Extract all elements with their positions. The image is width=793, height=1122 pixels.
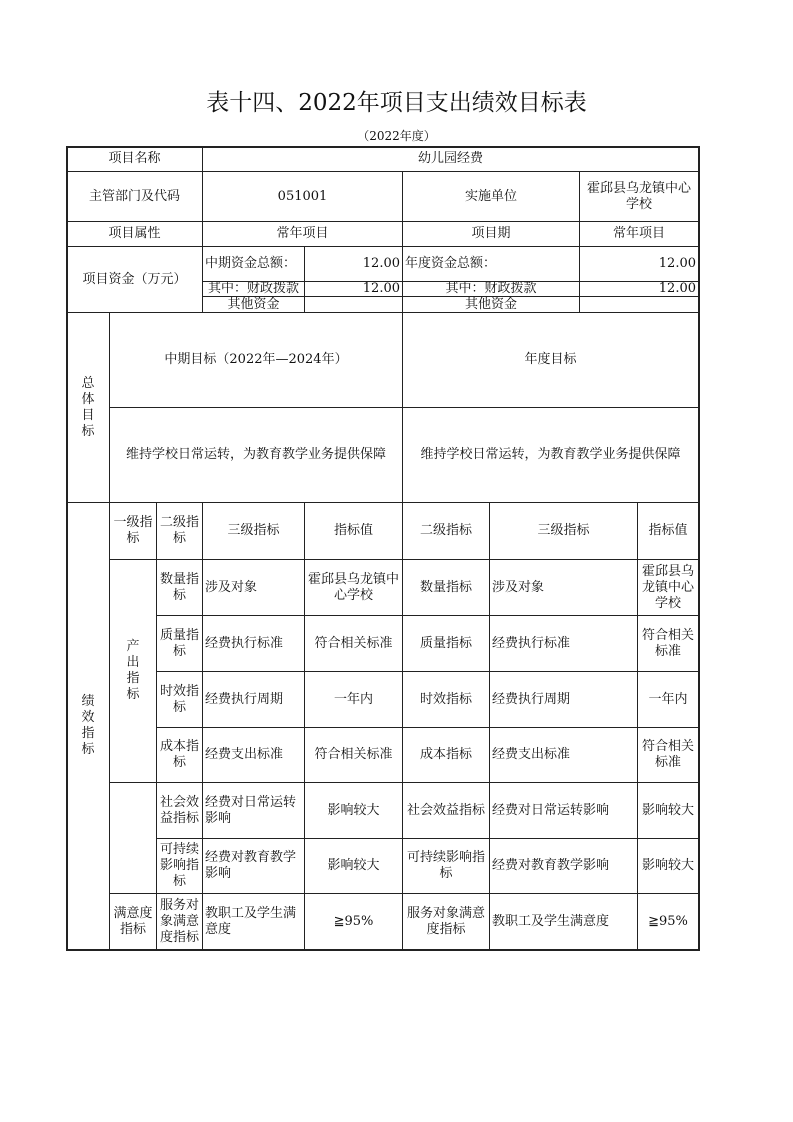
annual-indicator-level2: 可持续影响指标: [402, 838, 490, 894]
page-subtitle: （2022年度）: [357, 129, 436, 143]
indicator-level3: 经费对教育教学影响: [202, 838, 305, 894]
label-dept: 主管部门及代码: [66, 171, 203, 222]
label-mid-total: 中期资金总额：: [202, 246, 305, 282]
value-mid-fiscal: 12.00: [304, 281, 403, 297]
header-annual-goal: 年度目标: [402, 312, 699, 408]
label-mid-fiscal: 其中：财政拨款: [202, 281, 305, 297]
annual-indicator-level3: 经费支出标准: [489, 727, 638, 783]
indicator-level3: 经费对日常运转影响: [202, 782, 305, 839]
indicator-header: 二级指标: [156, 502, 203, 560]
indicator-value: 一年内: [304, 671, 403, 728]
annual-indicator-level2: 数量指标: [402, 559, 490, 616]
value-mid-other: [304, 296, 403, 313]
value-period: 常年项目: [579, 221, 699, 247]
annual-indicator-value: 霍邱县乌龙镇中心学校: [637, 559, 699, 616]
label-annual-fiscal: 其中：财政拨款: [402, 281, 580, 297]
indicator-header: 二级指标: [402, 502, 490, 560]
indicator-value: 符合相关标准: [304, 727, 403, 783]
indicator-header: 三级指标: [489, 502, 638, 560]
label-period: 项目期: [402, 221, 580, 247]
indicator-level2: 时效指标: [156, 671, 203, 728]
annual-indicator-level3: 涉及对象: [489, 559, 638, 616]
annual-indicator-level2: 社会效益指标: [402, 782, 490, 839]
indicator-level2: 成本指标: [156, 727, 203, 783]
label-project-name: 项目名称: [66, 146, 203, 172]
annual-indicator-value: 符合相关标准: [637, 727, 699, 783]
annual-indicator-value: 一年内: [637, 671, 699, 728]
annual-indicator-value: 影响较大: [637, 838, 699, 894]
label-funds: 项目资金（万元）: [66, 246, 203, 313]
label-impl-unit: 实施单位: [402, 171, 580, 222]
indicator-header: 三级指标: [202, 502, 305, 560]
indicator-value: 影响较大: [304, 838, 403, 894]
indicator-level3: 经费支出标准: [202, 727, 305, 783]
page-title: 表十四、2022年项目支出绩效目标表: [206, 90, 587, 116]
annual-indicator-value: 符合相关标准: [637, 615, 699, 672]
indicator-level3: 涉及对象: [202, 559, 305, 616]
annual-indicator-level2: 成本指标: [402, 727, 490, 783]
value-project-name: 幼儿园经费: [202, 146, 699, 172]
indicator-level2: 质量指标: [156, 615, 203, 672]
indicator-level3: 经费执行周期: [202, 671, 305, 728]
label-overall-goals: 总体目标: [66, 312, 110, 503]
value-annual-goal: 维持学校日常运转，为教育教学业务提供保障: [402, 407, 699, 503]
indicator-header: 一级指标: [109, 502, 157, 560]
label-benefit-indicators: [109, 782, 157, 894]
annual-indicator-level2: 服务对象满意度指标: [402, 893, 490, 950]
value-annual-other: [579, 296, 699, 313]
label-output-indicators: 产出指标: [109, 559, 157, 783]
annual-indicator-level3: 经费执行周期: [489, 671, 638, 728]
label-satisfaction-indicators: 满意度指标: [109, 893, 157, 950]
label-attr: 项目属性: [66, 221, 203, 247]
indicator-value: 影响较大: [304, 782, 403, 839]
annual-indicator-level3: 经费对日常运转影响: [489, 782, 638, 839]
annual-indicator-level2: 时效指标: [402, 671, 490, 728]
annual-indicator-level3: 经费执行标准: [489, 615, 638, 672]
annual-indicator-level3: 经费对教育教学影响: [489, 838, 638, 894]
value-mid-goal: 维持学校日常运转，为教育教学业务提供保障: [109, 407, 403, 503]
label-performance-indicators: 绩效指标: [66, 502, 110, 950]
value-mid-total: 12.00: [304, 246, 403, 282]
value-impl-unit: 霍邱县乌龙镇中心学校: [579, 171, 699, 222]
value-dept-code: 051001: [202, 171, 403, 222]
header-mid-goal: 中期目标（2022年—2024年）: [109, 312, 403, 408]
indicator-value: 符合相关标准: [304, 615, 403, 672]
indicator-level2: 可持续影响指标: [156, 838, 203, 894]
indicator-header: 指标值: [304, 502, 403, 560]
value-annual-fiscal: 12.00: [579, 281, 699, 297]
indicator-level3: 教职工及学生满意度: [202, 893, 305, 950]
annual-indicator-level3: 教职工及学生满意度: [489, 893, 638, 950]
label-annual-other: 其他资金: [402, 296, 580, 313]
indicator-level2: 服务对象满意度指标: [156, 893, 203, 950]
indicator-header: 指标值: [637, 502, 699, 560]
label-annual-total: 年度资金总额：: [402, 246, 580, 282]
value-annual-total: 12.00: [579, 246, 699, 282]
indicator-level2: 数量指标: [156, 559, 203, 616]
indicator-level3: 经费执行标准: [202, 615, 305, 672]
indicator-value: ≧95%: [304, 893, 403, 950]
indicator-level2: 社会效益指标: [156, 782, 203, 839]
annual-indicator-value: 影响较大: [637, 782, 699, 839]
annual-indicator-level2: 质量指标: [402, 615, 490, 672]
label-mid-other: 其他资金: [202, 296, 305, 313]
indicator-value: 霍邱县乌龙镇中心学校: [304, 559, 403, 616]
annual-indicator-value: ≧95%: [637, 893, 699, 950]
value-attr: 常年项目: [202, 221, 403, 247]
